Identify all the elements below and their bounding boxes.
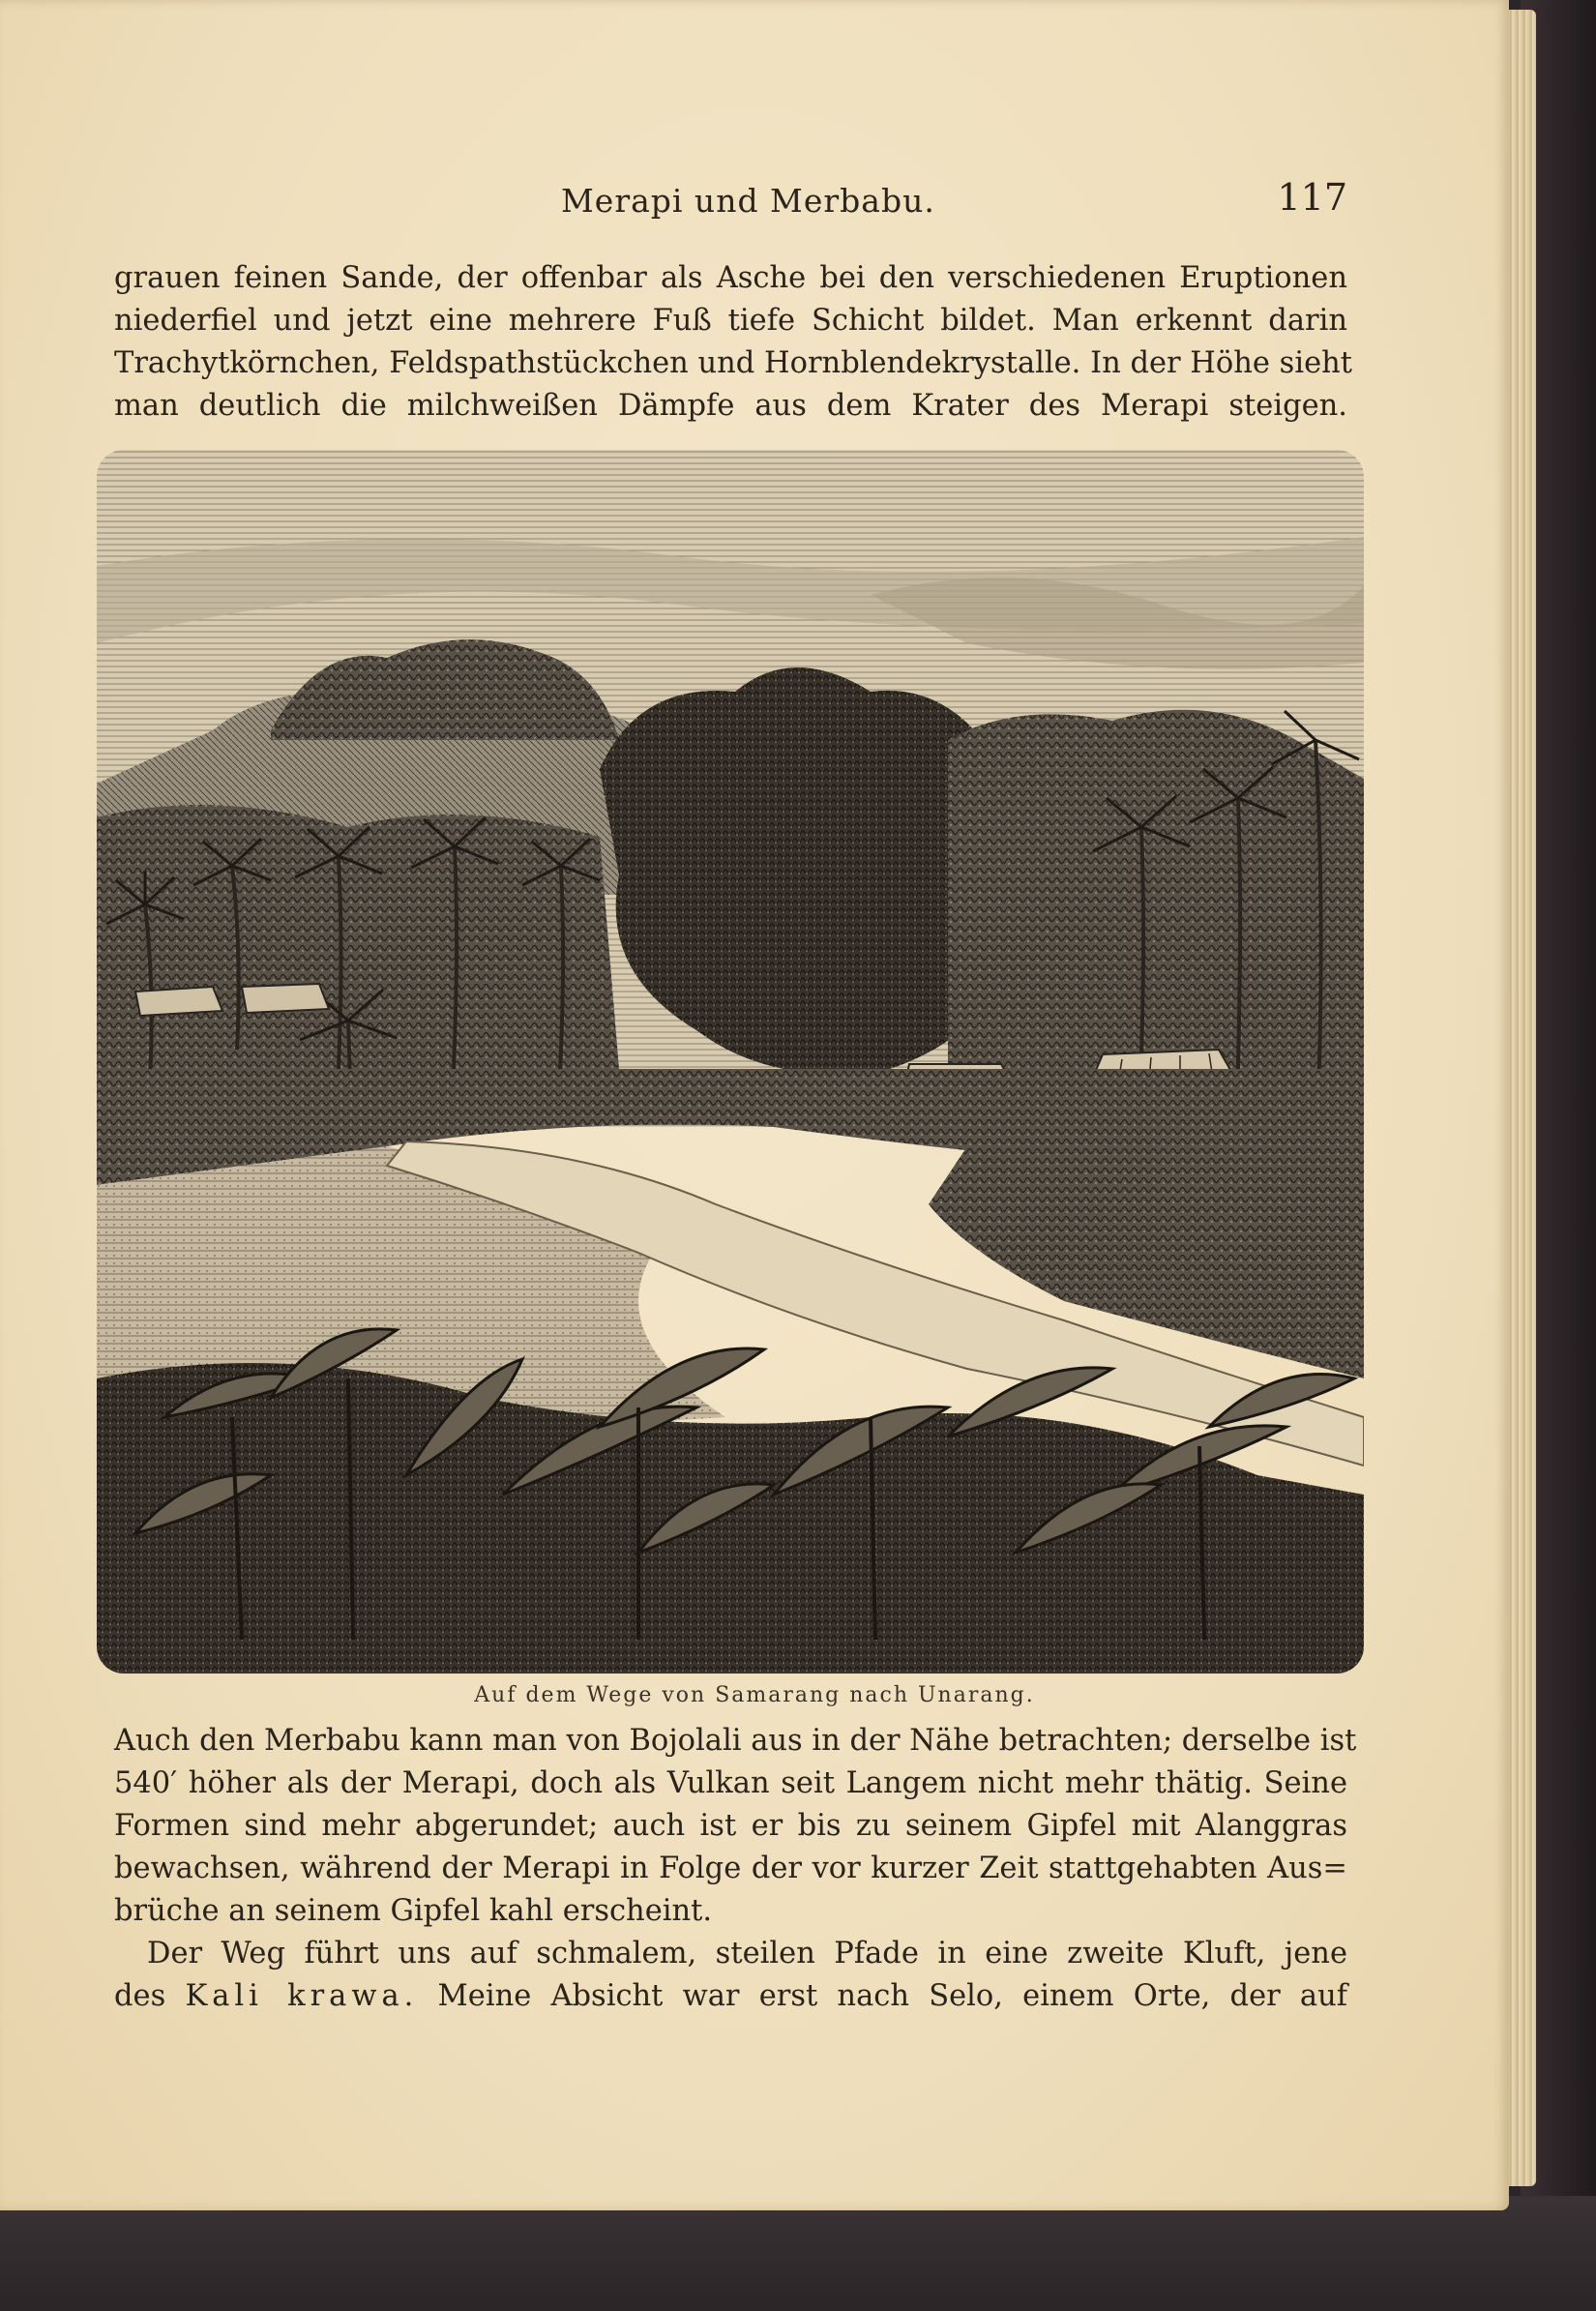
- text-line: brüche an seinem Gipfel kahl erscheint.: [114, 1894, 713, 1928]
- engraving-illustration: [97, 450, 1364, 1674]
- text-fragment: Meine Absicht war erst nach Selo, einem Orte, der auf: [418, 1979, 1348, 2013]
- page-number: 117: [1277, 176, 1347, 219]
- text-line: [114, 1975, 1347, 2018]
- landscape-engraving: [97, 450, 1364, 1674]
- table-surface: [0, 2196, 1596, 2311]
- page-header: [114, 176, 1347, 224]
- text-line: Der Weg führt uns auf schmalem, steilen Pfade in eine zweite Kluft, jene: [147, 1937, 1347, 1970]
- bottom-paragraphs: [114, 1720, 1357, 2018]
- text-line: Auch den Merbabu kann man von Bojolali aus in der Nähe betrachten; derselbe ist: [114, 1724, 1357, 1758]
- figure-caption: Auf dem Wege von Samarang nach Unarang.: [474, 1683, 1035, 1707]
- text-line: Formen sind mehr abgerundet; auch ist er bis zu seinem Gipfel mit Alanggras: [114, 1809, 1347, 1843]
- text-line: niederfiel und jetzt eine mehrere Fuß tiefe Schicht bildet. Man erkennt darin: [114, 304, 1347, 338]
- text-fragment: des: [114, 1979, 186, 2013]
- text-line: 540′ höher als der Merapi, doch als Vulkan seit Langem nicht mehr thätig. Seine: [114, 1766, 1347, 1800]
- text-line: grauen feinen Sande, der offenbar als Asche bei den verschiedenen Eruptionen: [114, 261, 1347, 295]
- top-paragraph: [114, 257, 1353, 428]
- text-line: bewachsen, während der Merapi in Folge der vor kurzer Zeit stattgehabten Aus=: [114, 1852, 1347, 1885]
- running-head: Merapi und Merbabu.: [561, 182, 935, 220]
- text-line: Trachytkörnchen, Feldspathstückchen und Hornblendekrystalle. In der Höhe sieht: [114, 346, 1353, 380]
- spaced-place-name: Kali krawa.: [185, 1979, 419, 2013]
- text-line: man deutlich die milchweißen Dämpfe aus dem Krater des Merapi steigen.: [114, 389, 1347, 423]
